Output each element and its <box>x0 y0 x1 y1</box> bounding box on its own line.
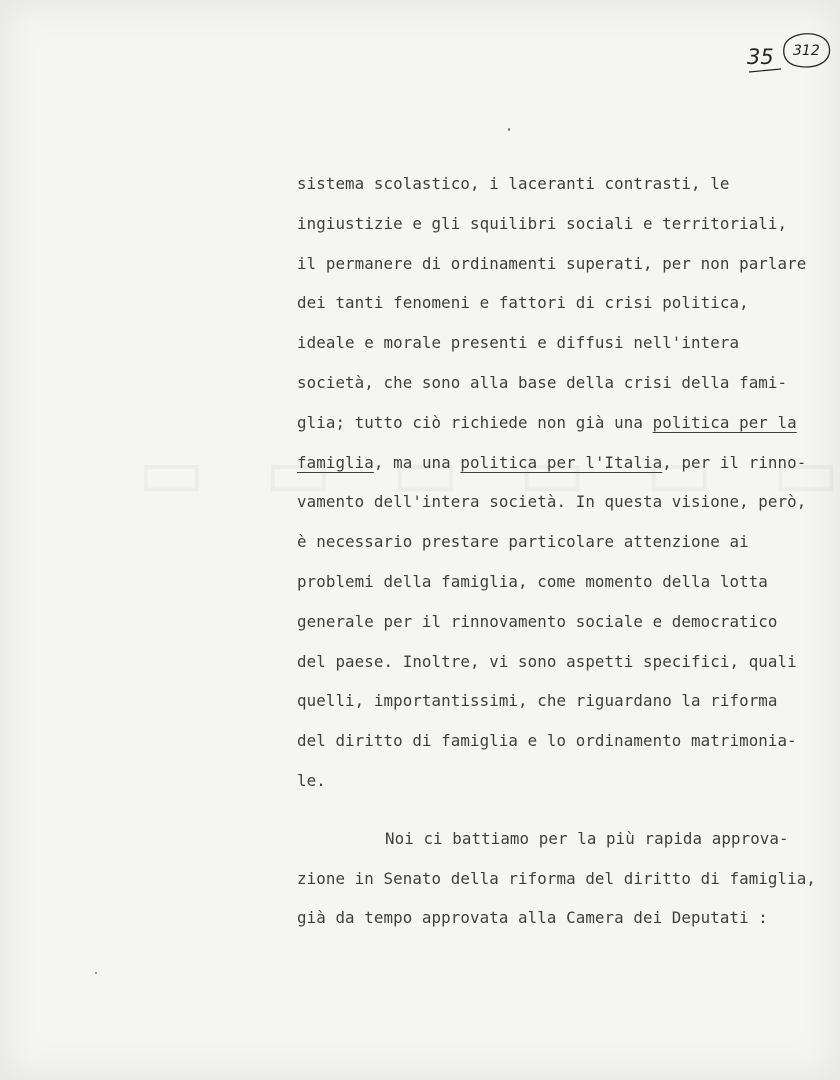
text-line: il permanere di ordinamenti superati, per non parlare <box>297 253 807 273</box>
text-line: vamento dell'intera società. In questa visione, però, <box>297 492 807 512</box>
text-line: le. <box>297 770 326 790</box>
archive-circle-mark <box>745 28 835 88</box>
text-line: generale per il rinnovamento sociale e democratico <box>297 611 778 631</box>
text-line: ingiustizie e gli squilibri sociali e territoriali, <box>297 213 788 233</box>
text-line: zione in Senato della riforma del diritto di famiglia, <box>297 868 816 888</box>
text-line <box>297 403 837 443</box>
underlined-phrase: politica per l'Italia <box>460 452 663 472</box>
text-line: è necessario prestare particolare attenzione ai <box>297 532 749 552</box>
text-line: società, che sono alla base della crisi della fami- <box>297 372 788 392</box>
text-line: del diritto di famiglia e lo ordinamento matrimonia- <box>297 731 797 751</box>
text-line: Noi ci battiamo per la più rapida approva- <box>385 828 789 848</box>
page-number-stamp <box>745 28 835 88</box>
paragraph-gap <box>297 801 837 819</box>
handwritten-page-number: 35 <box>747 45 774 69</box>
underlined-phrase: famiglia <box>297 452 374 472</box>
text-line: del paese. Inoltre, vi sono aspetti specifici, quali <box>297 651 797 671</box>
text-segment: , per il rinno- <box>662 452 807 472</box>
text-line: dei tanti fenomeni e fattori di crisi politica, <box>297 293 749 313</box>
text-line: già da tempo approvata alla Camera dei Deputati : <box>297 908 768 928</box>
text-line: sistema scolastico, i laceranti contrasti, le <box>297 174 730 193</box>
text-line <box>297 443 837 483</box>
text-line: problemi della famiglia, come momento della lotta <box>297 571 768 591</box>
text-segment: , ma una <box>373 452 461 472</box>
ink-speck <box>95 972 97 974</box>
text-line: quelli, importantissimi, che riguardano la riforma <box>297 691 778 711</box>
typed-text-body <box>297 164 837 938</box>
underlined-phrase: politica per la <box>652 412 797 432</box>
ink-speck <box>508 128 510 131</box>
archive-page-number: 312 <box>793 43 820 59</box>
text-line: ideale e morale presenti e diffusi nell'intera <box>297 333 740 353</box>
text-segment: glia; tutto ciò richiede non già una <box>297 412 653 432</box>
